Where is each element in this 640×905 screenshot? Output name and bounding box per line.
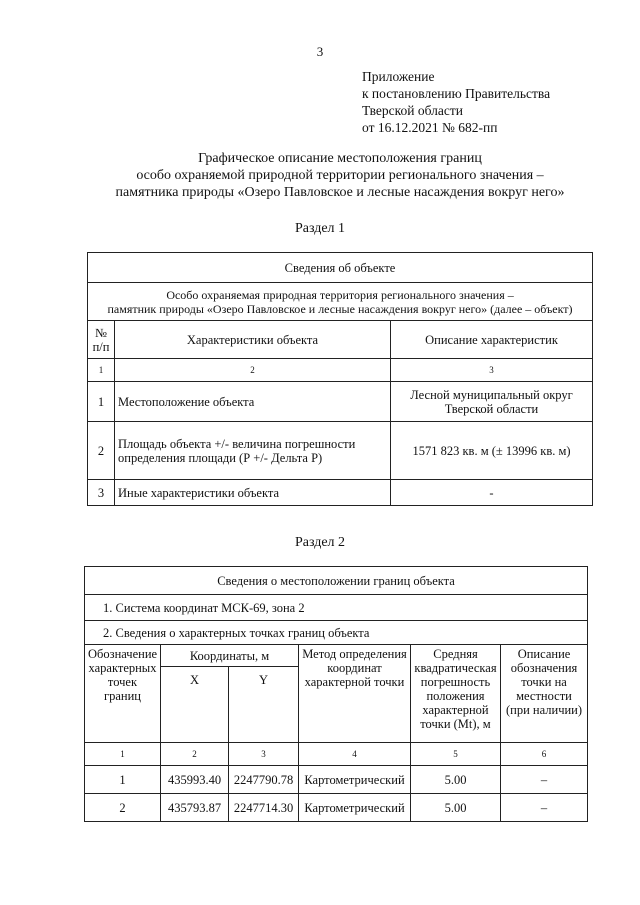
point-x: 435793.87 <box>161 794 229 822</box>
title-line: памятника природы «Озеро Павловское и лесные насаждения вокруг него» <box>115 185 565 200</box>
point-method: Картометрический <box>299 794 411 822</box>
index-cell: 2 <box>115 359 391 382</box>
appendix-line: от 16.12.2021 № 682-пп <box>362 120 498 135</box>
row-number: 2 <box>88 422 115 480</box>
header-coordinates: Координаты, м <box>161 645 299 667</box>
row-description: - <box>391 480 593 506</box>
point-y: 2247790.78 <box>229 766 299 794</box>
row-characteristic: Местоположение объекта <box>115 382 391 422</box>
row-description: Лесной муниципальный округ Тверской области <box>391 382 593 422</box>
header-method: Метод определения координат характерной точки <box>299 645 411 743</box>
document-title <box>40 150 640 201</box>
object-info-table <box>87 252 593 506</box>
header-num: № п/п <box>88 321 115 359</box>
point-error: 5.00 <box>411 794 501 822</box>
table-row <box>85 794 588 822</box>
index-cell: 1 <box>88 359 115 382</box>
point-x: 435993.40 <box>161 766 229 794</box>
index-cell: 2 <box>161 743 229 766</box>
header-y: Y <box>229 667 299 743</box>
row-number: 3 <box>88 480 115 506</box>
point-error: 5.00 <box>411 766 501 794</box>
table-row <box>88 382 593 422</box>
index-cell: 5 <box>411 743 501 766</box>
boundary-points-table <box>84 566 588 822</box>
section1-heading: Раздел 1 <box>294 221 346 236</box>
index-cell: 4 <box>299 743 411 766</box>
point-method: Картометрический <box>299 766 411 794</box>
title-line: Графическое описание местоположения границ <box>198 151 482 166</box>
appendix-block <box>362 68 550 136</box>
header-point-description: Описание обозначения точки на местности (при наличии) <box>501 645 588 743</box>
header-description: Описание характеристик <box>391 321 593 359</box>
point-description: – <box>501 766 588 794</box>
header-characteristics: Характеристики объекта <box>115 321 391 359</box>
table-row <box>85 766 588 794</box>
index-cell: 3 <box>391 359 593 382</box>
object-description <box>88 283 593 321</box>
coordinate-system: 1. Система координат МСК-69, зона 2 <box>85 595 588 621</box>
object-line: памятник природы «Озеро Павловское и лесные насаждения вокруг него» (далее – объект) <box>107 301 573 316</box>
row-description: 1571 823 кв. м (± 13996 кв. м) <box>391 422 593 480</box>
row-number: 1 <box>88 382 115 422</box>
points-title: 2. Сведения о характерных точках границ объекта <box>85 621 588 645</box>
title-line: особо охраняемой природной территории регионального значения – <box>136 168 544 183</box>
table-row <box>88 480 593 506</box>
point-id: 2 <box>85 794 161 822</box>
header-error: Средняя квадратическая погрешность положения характерной точки (Mt), м <box>411 645 501 743</box>
index-cell: 1 <box>85 743 161 766</box>
table-title: Сведения о местоположении границ объекта <box>85 567 588 595</box>
point-y: 2247714.30 <box>229 794 299 822</box>
point-description: – <box>501 794 588 822</box>
object-line: Особо охраняемая природная территория регионального значения – <box>166 287 514 302</box>
table-row <box>88 422 593 480</box>
point-id: 1 <box>85 766 161 794</box>
table-title: Сведения об объекте <box>88 253 593 283</box>
section2-heading: Раздел 2 <box>294 535 346 550</box>
index-cell: 6 <box>501 743 588 766</box>
index-cell: 3 <box>229 743 299 766</box>
header-x: X <box>161 667 229 743</box>
page-number: 3 <box>316 44 324 59</box>
appendix-line: Приложение <box>362 69 435 84</box>
appendix-line: к постановлению Правительства <box>362 86 551 101</box>
header-designation: Обозначение характерных точек границ <box>85 645 161 743</box>
appendix-line: Тверской области <box>362 103 463 118</box>
row-characteristic: Иные характеристики объекта <box>115 480 391 506</box>
row-characteristic: Площадь объекта +/- величина погрешности определения площади (Р +/- Дельта Р) <box>115 422 391 480</box>
